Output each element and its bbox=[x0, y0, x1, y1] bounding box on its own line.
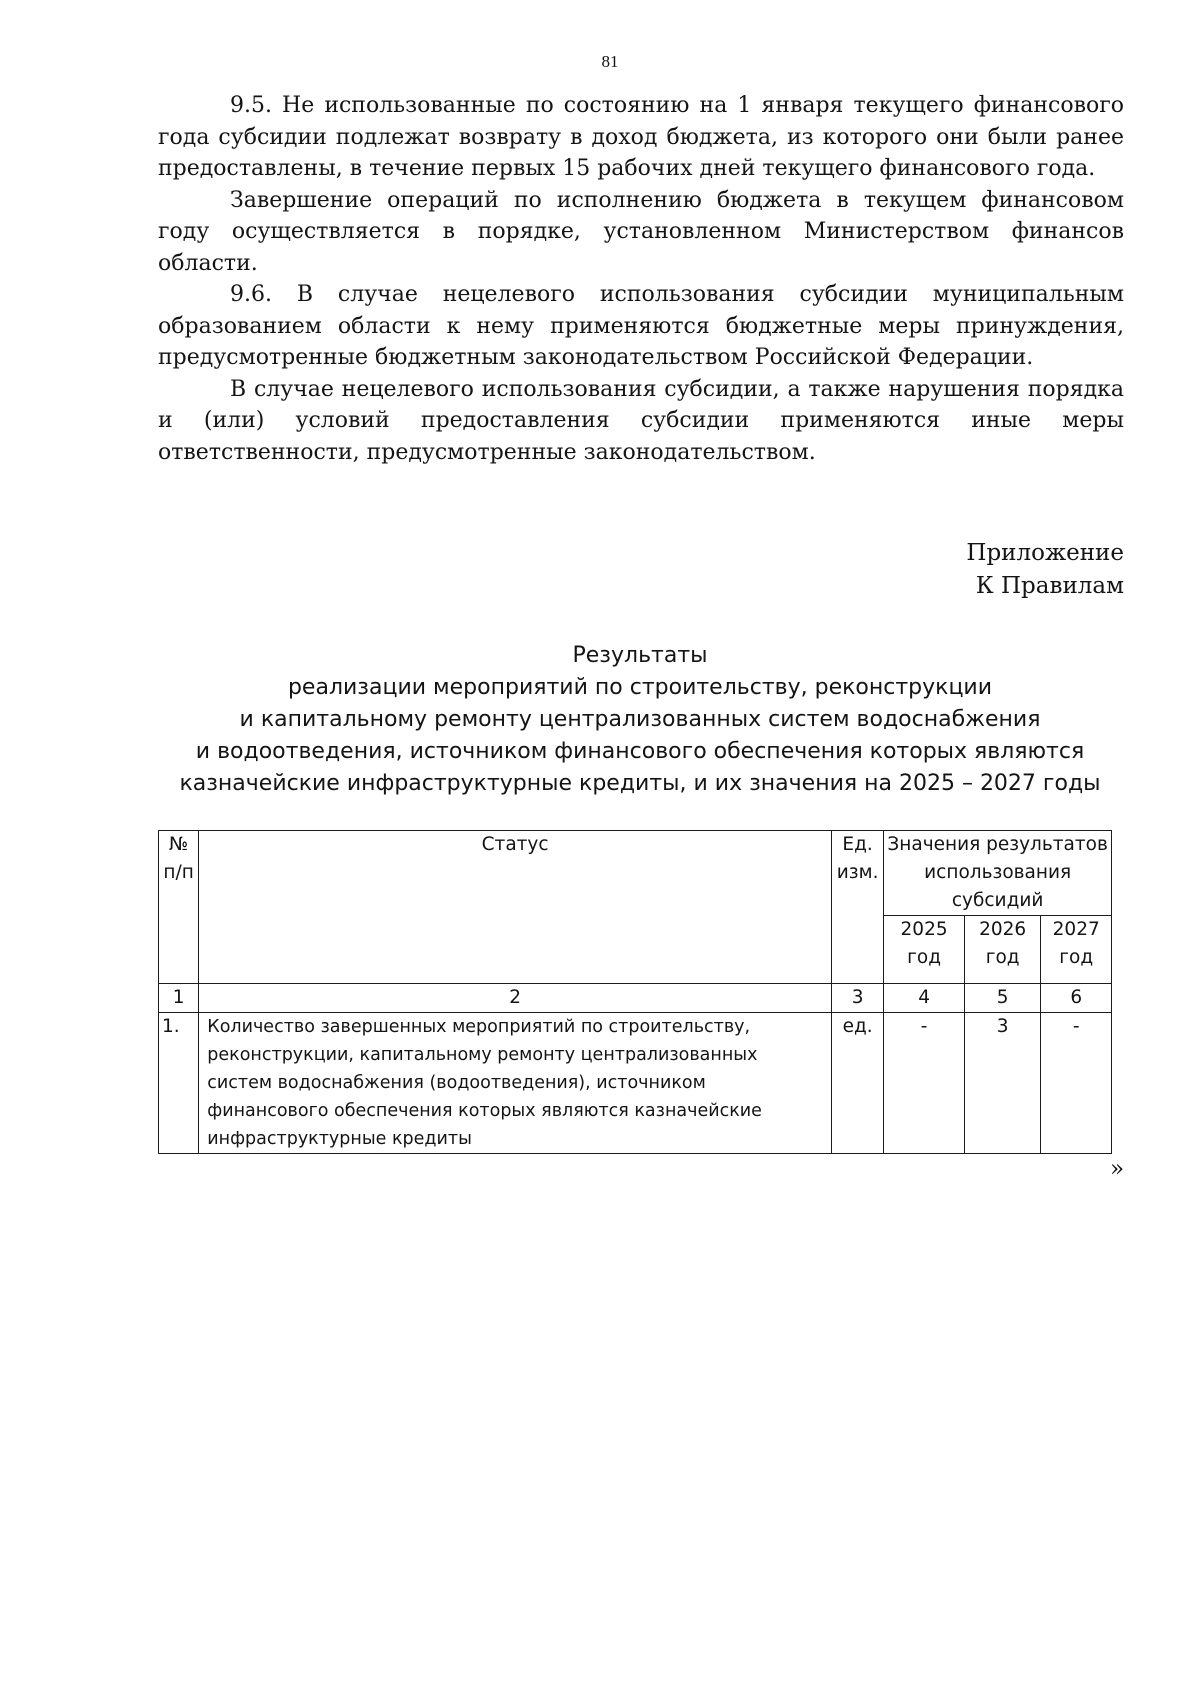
appendix-line-1: Приложение bbox=[966, 540, 1124, 566]
row-num: 1. bbox=[159, 1013, 199, 1154]
column-number: 3 bbox=[831, 984, 883, 1013]
paragraph-liability: В случае нецелевого использования субсидии, а также нарушения порядка и (или) условий предоставления субсидии применяются иные меры ответственности, предусмотренные законодательством. bbox=[158, 376, 1124, 465]
header-year-2025: 2025 год bbox=[884, 916, 965, 984]
body-text bbox=[158, 90, 1124, 468]
title-line-5: казначейские инфраструктурные кредиты, и их значения на 2025 – 2027 годы bbox=[179, 771, 1101, 796]
row-value-2027: - bbox=[1041, 1013, 1112, 1154]
paragraph-9-5: 9.5. Не использованные по состоянию на 1 января текущего финансового года субсидии подлежат возврату в доход бюджета, из которого они были ранее предоставлены, в течение первых 15 рабочих дней текущего финансового года. bbox=[158, 93, 1124, 181]
title-line-1: Результаты bbox=[572, 643, 708, 668]
paragraph-9-6: 9.6. В случае нецелевого использования субсидии муниципальным образованием области к нему применяются бюджетные меры принуждения, предусмотренные бюджетным законодательством Российской Федерации. bbox=[158, 282, 1124, 370]
header-num: № п/п bbox=[159, 831, 199, 984]
column-number: 2 bbox=[199, 984, 832, 1013]
column-number: 6 bbox=[1041, 984, 1112, 1013]
column-number: 5 bbox=[964, 984, 1041, 1013]
appendix-line-2: К Правилам bbox=[975, 573, 1124, 599]
table-row bbox=[159, 1013, 1112, 1154]
header-year-2027: 2027 год bbox=[1041, 916, 1112, 984]
closing-quote: » bbox=[1110, 1156, 1125, 1182]
results-title bbox=[130, 640, 1150, 800]
row-value-2026: 3 bbox=[964, 1013, 1041, 1154]
header-values: Значения результатов использования субсидий bbox=[884, 831, 1112, 916]
row-status: Количество завершенных мероприятий по строительству, реконструкции, капитальному ремонту централизованных систем водоснабжения (водоотведения), источником финансового обеспечения которых являются казначейские инфраструктурные кредиты bbox=[199, 1013, 832, 1154]
row-unit: ед. bbox=[831, 1013, 883, 1154]
column-number: 4 bbox=[884, 984, 965, 1013]
row-value-2025: - bbox=[884, 1013, 965, 1154]
header-status: Статус bbox=[199, 831, 832, 984]
title-line-4: и водоотведения, источником финансового обеспечения которых являются bbox=[195, 739, 1085, 764]
results-table bbox=[158, 830, 1112, 1154]
header-row bbox=[159, 831, 1112, 916]
paragraph-budget-completion: Завершение операций по исполнению бюджета в текущем финансовом году осуществляется в порядке, установленном Министерством финансов области. bbox=[158, 187, 1124, 276]
title-line-2: реализации мероприятий по строительству, реконструкции bbox=[287, 675, 993, 700]
header-year-2026: 2026 год bbox=[964, 916, 1041, 984]
page-number: 81 bbox=[601, 52, 619, 71]
column-number: 1 bbox=[159, 984, 199, 1013]
title-line-3: и капитальному ремонту централизованных систем водоснабжения bbox=[239, 707, 1041, 732]
column-number-row bbox=[159, 984, 1112, 1013]
appendix-heading bbox=[966, 537, 1124, 603]
header-unit: Ед. изм. bbox=[831, 831, 883, 984]
